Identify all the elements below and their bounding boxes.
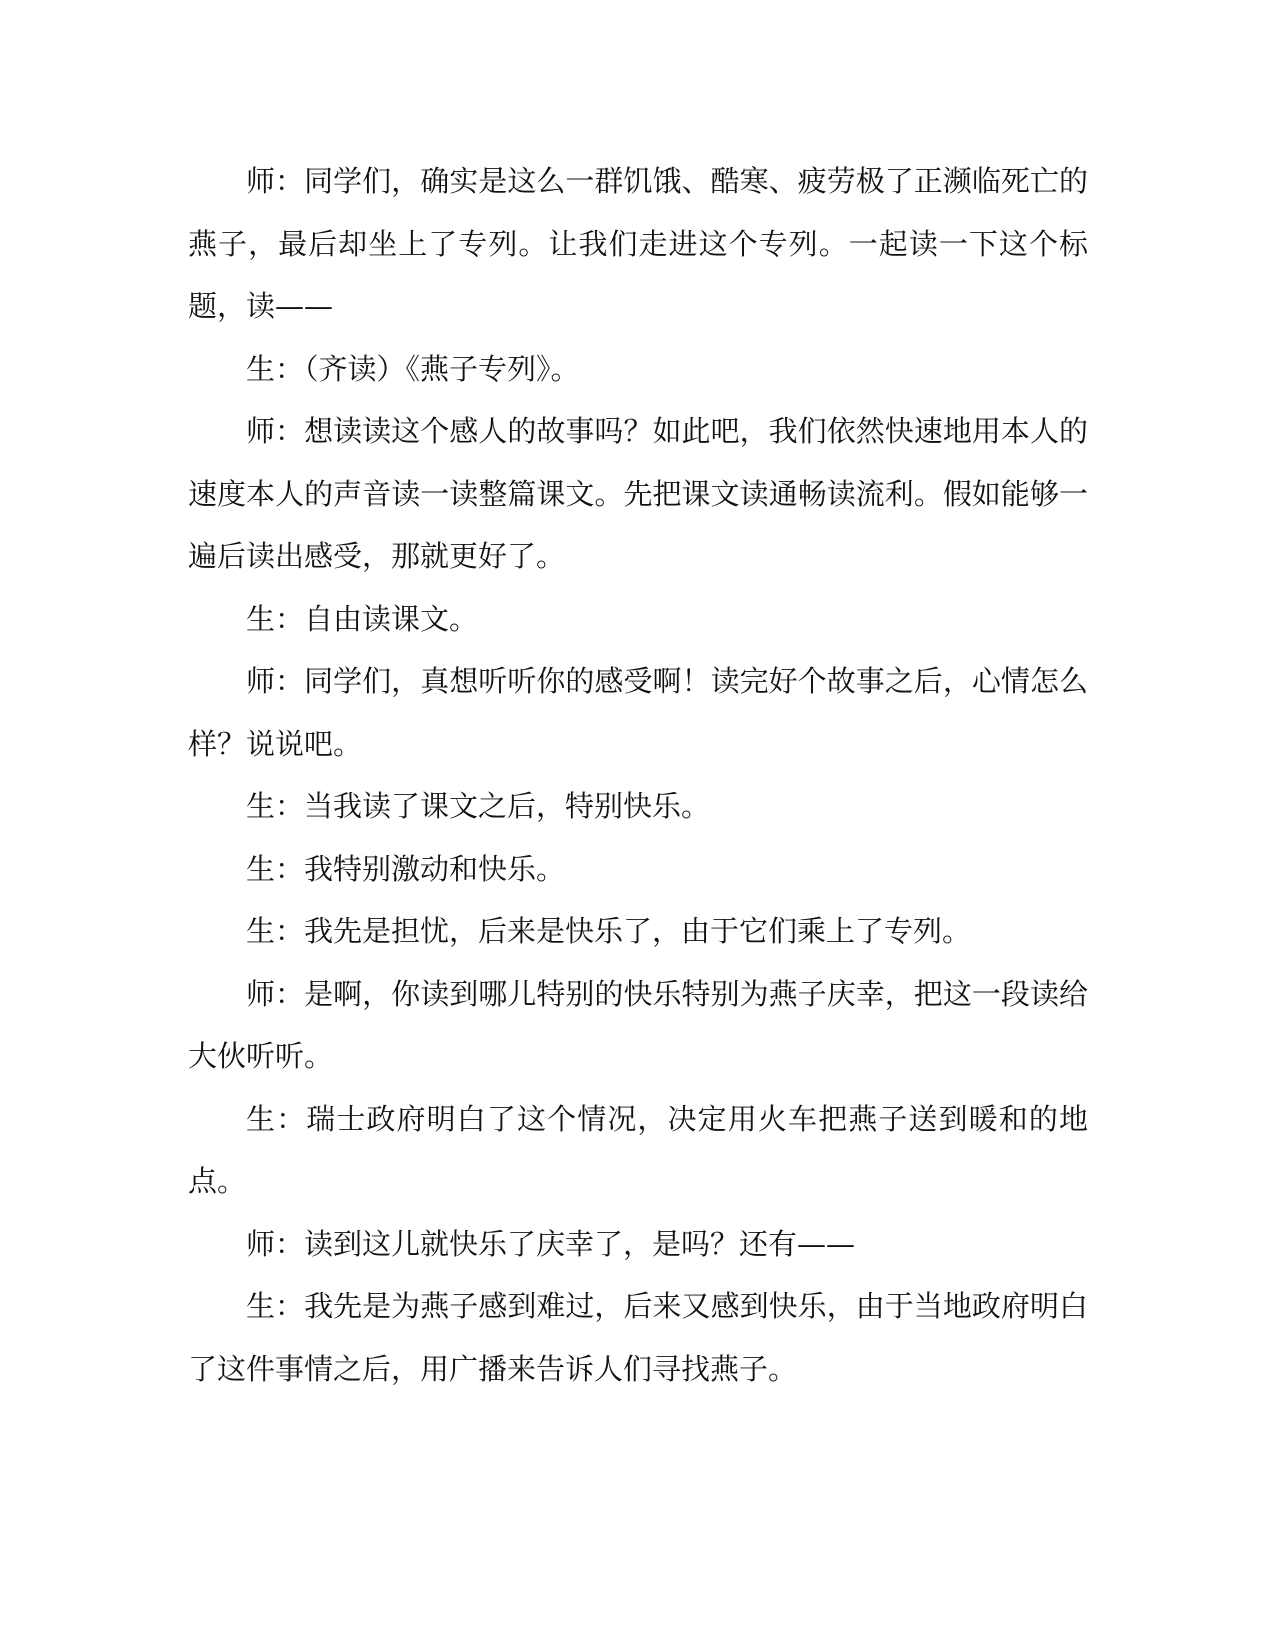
- document-body: [188, 150, 1088, 1400]
- paragraph-teacher-intro: 师：同学们，确实是这么一群饥饿、酷寒、疲劳极了正濒临死亡的燕子，最后却坐上了专列。让我们走进这个专列。一起读一下这个标题，读——: [188, 164, 1088, 323]
- paragraph-student-broadcast: 生：我先是为燕子感到难过，后来又感到快乐，由于当地政府明白了这件事情之后，用广播来告诉人们寻找燕子。: [188, 1289, 1088, 1386]
- paragraph-student-free-read: 生：自由读课文。: [246, 601, 479, 636]
- paragraph-teacher-anything-else: 师：读到这儿就快乐了庆幸了，是吗？还有——: [246, 1226, 856, 1261]
- paragraph-student-worried: 生：我先是担忧，后来是快乐了，由于它们乘上了专列。: [246, 914, 972, 948]
- paragraph-student-happy: 生：当我读了课文之后，特别快乐。: [246, 789, 711, 823]
- paragraph-teacher-instructions: 师：想读读这个感人的故事吗？如此吧，我们依然快速地用本人的速度本人的声音读一读整篇课文。先把课文读通畅读流利。假如能够一遍后读出感受，那就更好了。: [188, 414, 1088, 573]
- paragraph-student-government: 生：瑞士政府明白了这个情况，决定用火车把燕子送到暖和的地点。: [188, 1101, 1088, 1198]
- paragraph-student-read-title: 生：（齐读）《燕子专列》。: [246, 351, 580, 386]
- paragraph-teacher-ask-feelings: 师：同学们，真想听听你的感受啊！读完好个故事之后，心情怎么样？说说吧。: [188, 664, 1088, 761]
- paragraph-teacher-read-section: 师：是啊，你读到哪儿特别的快乐特别为燕子庆幸，把这一段读给大伙听听。: [188, 976, 1088, 1073]
- paragraph-student-excited: 生：我特别激动和快乐。: [246, 851, 566, 886]
